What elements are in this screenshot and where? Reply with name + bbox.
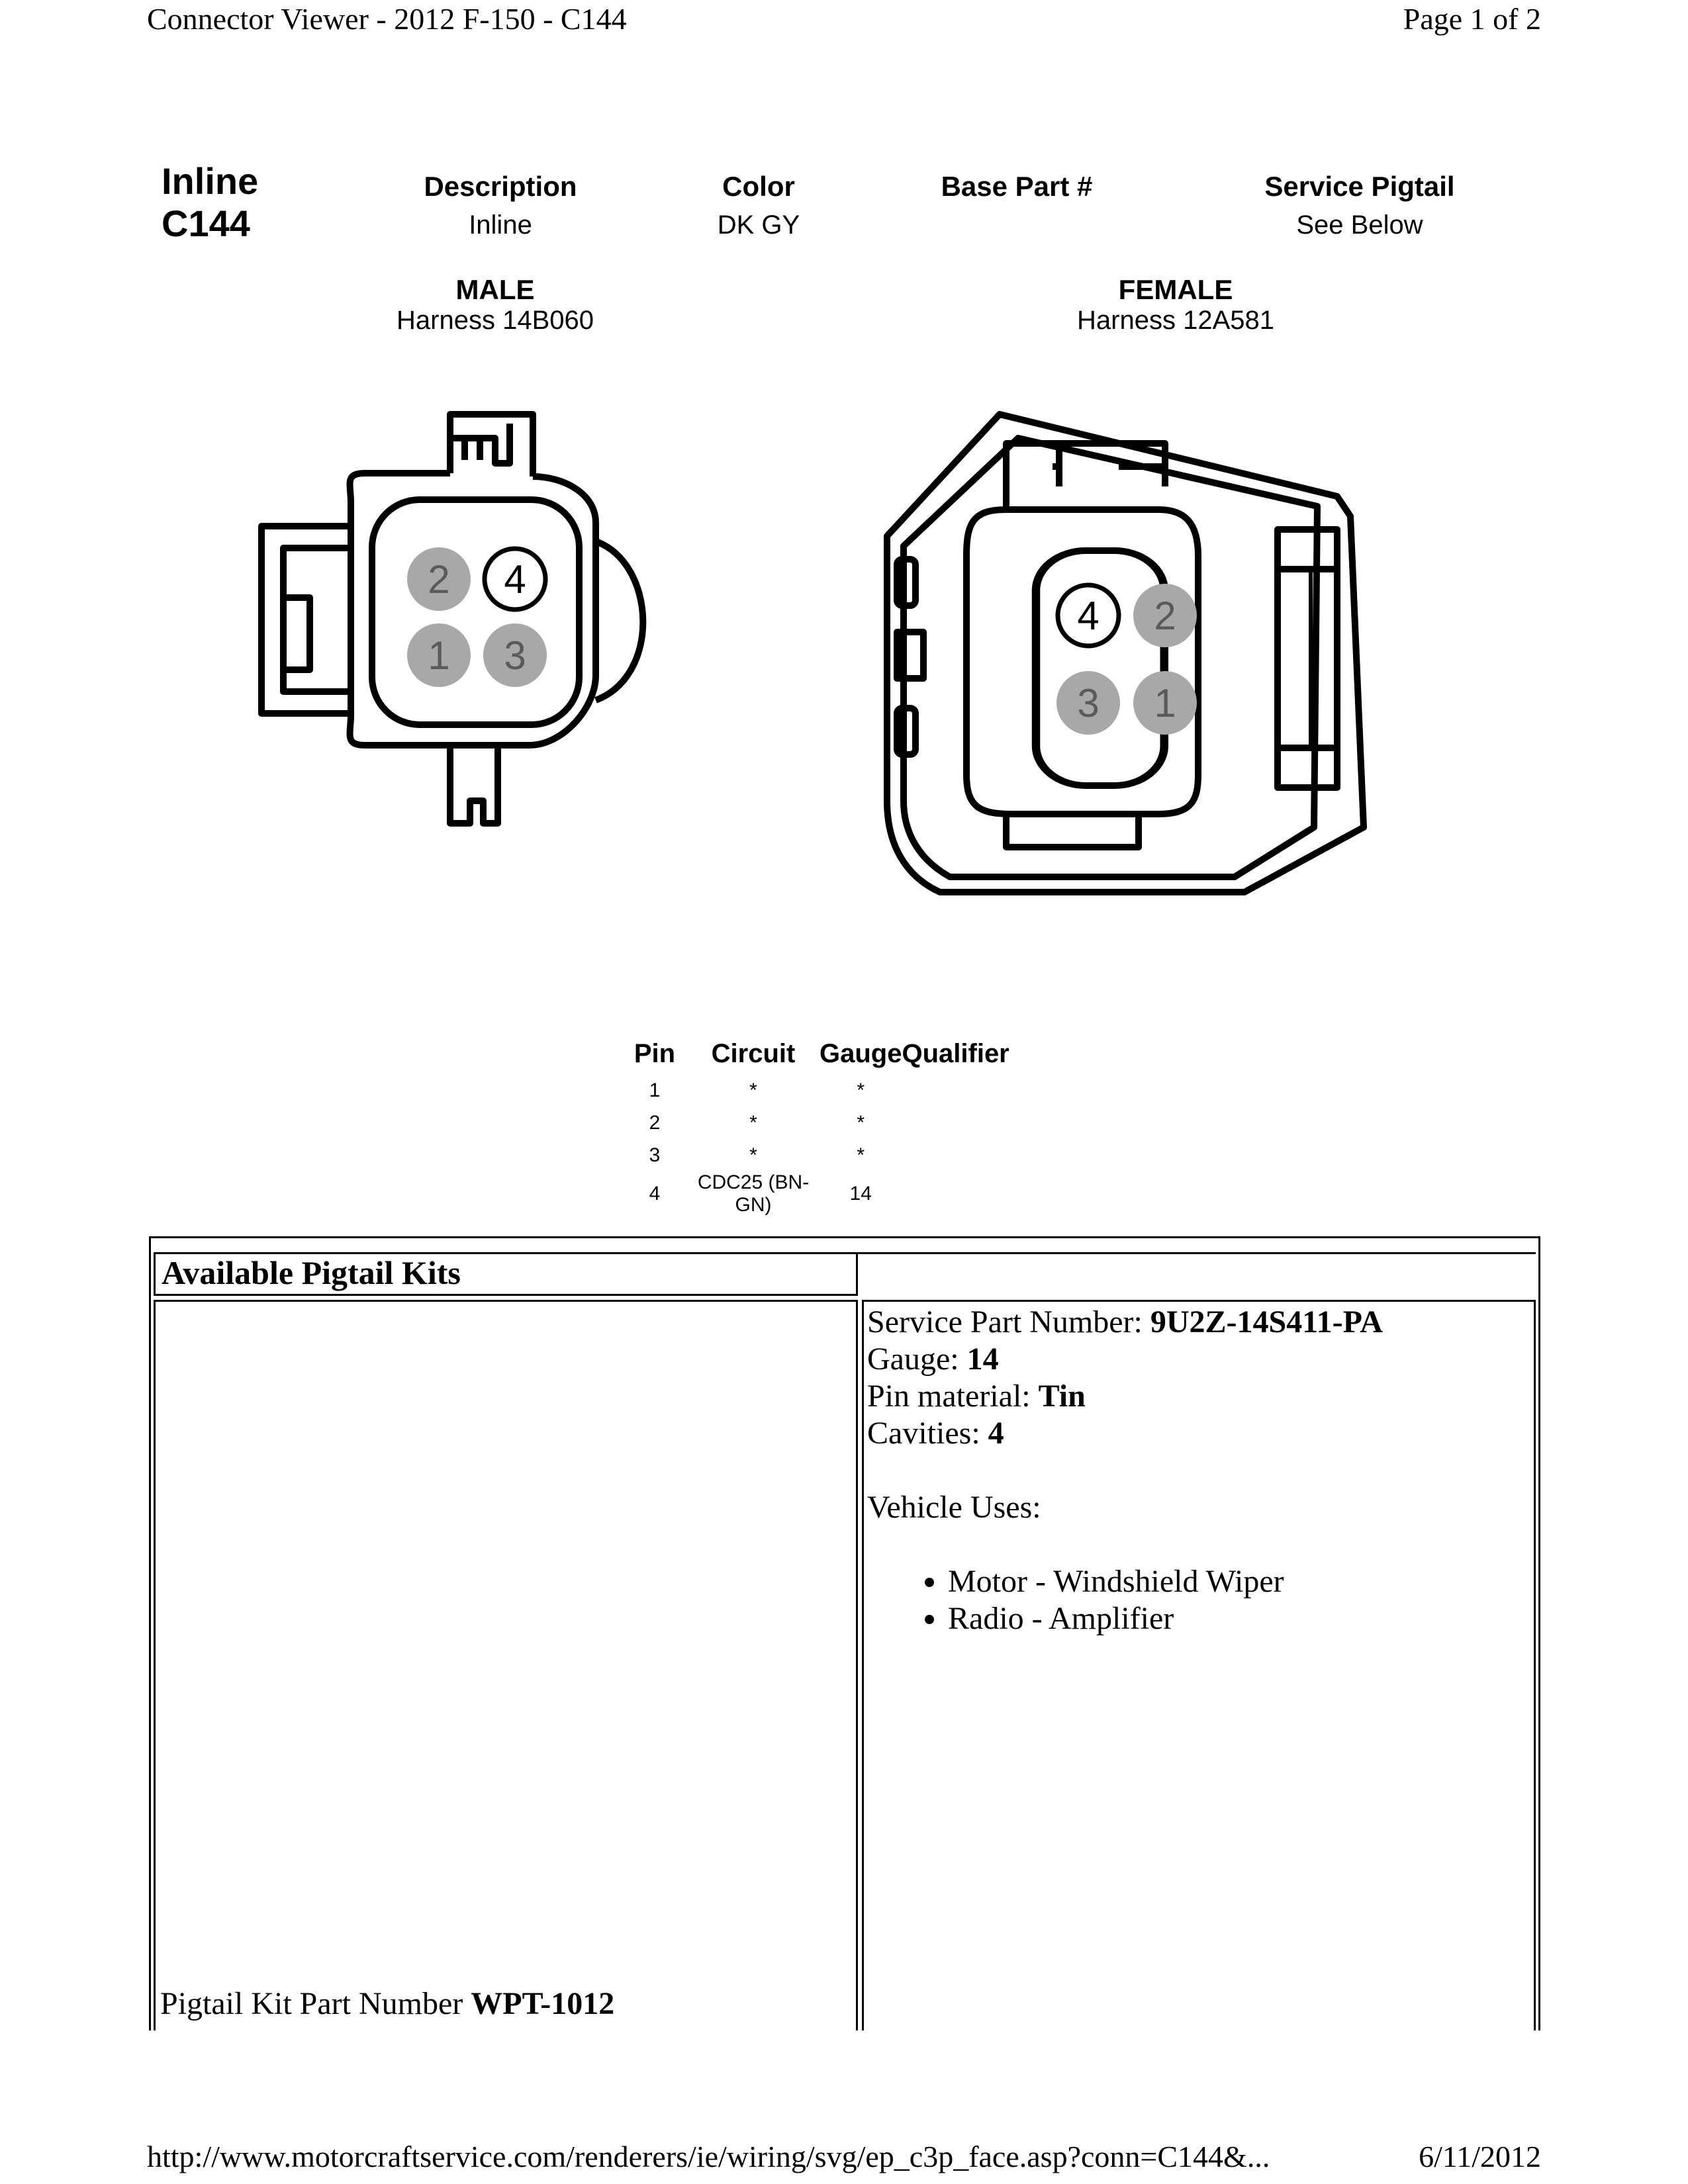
service-part-value: 9U2Z-14S411-PA (1150, 1304, 1383, 1340)
connector-id: C144 (162, 203, 250, 244)
circuit-cell: * (749, 1079, 757, 1101)
pin-table-header-row (622, 1039, 1009, 1074)
list-item: • Motor - Windshield Wiper (948, 1563, 1383, 1600)
connector-type: Inline (162, 160, 259, 202)
male-pin-label-1: 1 (428, 633, 450, 678)
qualifier-cell (902, 1074, 1009, 1107)
pin-cell: 1 (649, 1079, 661, 1101)
qualifier-column-header: Qualifier (902, 1039, 1009, 1068)
gauge-cell: 14 (849, 1183, 872, 1205)
female-harness: Harness 12A581 (1077, 306, 1274, 335)
pigtail-details (867, 1304, 1383, 1637)
gauge-cell: * (857, 1144, 865, 1166)
cavities-line (867, 1415, 1383, 1452)
female-connector-diagram (874, 404, 1390, 907)
pin-material-value: Tin (1038, 1379, 1086, 1414)
kit-part-label: Pigtail Kit Part Number (160, 1986, 471, 2021)
gauge-cell: * (857, 1111, 865, 1134)
kit-part-value: WPT-1012 (471, 1986, 615, 2021)
color-value: DK GY (717, 210, 800, 240)
footer-date: 6/11/2012 (1419, 2140, 1541, 2173)
service-pigtail-header: Service Pigtail (1264, 171, 1455, 202)
male-connector-diagram (252, 397, 675, 834)
service-part-line (867, 1304, 1383, 1341)
document-title: Connector Viewer - 2012 F-150 - C144 (147, 2, 627, 36)
male-label: MALE (455, 274, 535, 305)
female-pin-label-3: 3 (1077, 681, 1100, 725)
gauge-column-header: Gauge (820, 1039, 902, 1068)
table-row (622, 1171, 1009, 1216)
cavities-label: Cavities: (867, 1416, 988, 1451)
table-row (622, 1074, 1009, 1107)
service-pigtail-value: See Below (1296, 210, 1423, 240)
male-pin-label-2: 2 (428, 557, 450, 602)
service-part-label: Service Part Number: (867, 1304, 1150, 1340)
pin-material-label: Pin material: (867, 1379, 1039, 1414)
male-pin-label-4: 4 (504, 557, 526, 602)
qualifier-cell (902, 1107, 1009, 1139)
male-pin-label-3: 3 (504, 633, 526, 678)
gauge-cell: * (857, 1079, 865, 1101)
description-header: Description (424, 171, 577, 202)
page-number: Page 1 of 2 (1403, 2, 1541, 36)
qualifier-cell (902, 1171, 1009, 1216)
color-header: Color (722, 171, 795, 202)
table-row (622, 1107, 1009, 1139)
female-pin-label-1: 1 (1154, 681, 1176, 725)
qualifier-cell (902, 1139, 1009, 1171)
gauge-line (867, 1341, 1383, 1378)
base-part-header: Base Part # (941, 171, 1093, 202)
pin-column-header: Pin (633, 1039, 676, 1068)
pigtail-kits-title: Available Pigtail Kits (162, 1254, 461, 1291)
vehicle-uses-heading: Vehicle Uses: (867, 1490, 1041, 1525)
circuit-column-header: Circuit (711, 1039, 796, 1068)
footer-url: http://www.motorcraftservice.com/renderers/ie/wiring/svg/ep_c3p_face.asp?conn=C144&... (147, 2140, 1270, 2173)
female-pin-label-2: 2 (1154, 594, 1176, 638)
cavities-value: 4 (988, 1416, 1004, 1451)
pin-material-line (867, 1378, 1383, 1415)
table-row (622, 1139, 1009, 1171)
male-harness: Harness 14B060 (397, 306, 594, 335)
gauge-value: 14 (966, 1342, 999, 1377)
pigtail-kit-part-number (160, 1985, 614, 2022)
pigtail-header-right-cell (858, 1252, 1536, 1296)
description-value: Inline (469, 210, 532, 240)
pin-cell: 4 (649, 1183, 661, 1205)
pin-circuit-table (622, 1039, 1009, 1216)
list-item: • Radio - Amplifier (948, 1600, 1383, 1637)
pigtail-image-cell (154, 1300, 858, 2030)
vehicle-uses-list (867, 1563, 1383, 1637)
pin-cell: 2 (649, 1111, 661, 1134)
female-pin-label-4: 4 (1077, 594, 1100, 638)
circuit-cell: CDC25 (BN-GN) (697, 1171, 810, 1216)
circuit-cell: * (749, 1111, 757, 1134)
gauge-label: Gauge: (867, 1342, 967, 1377)
circuit-cell: * (749, 1144, 757, 1166)
female-label: FEMALE (1118, 274, 1233, 305)
pin-cell: 3 (649, 1144, 661, 1166)
